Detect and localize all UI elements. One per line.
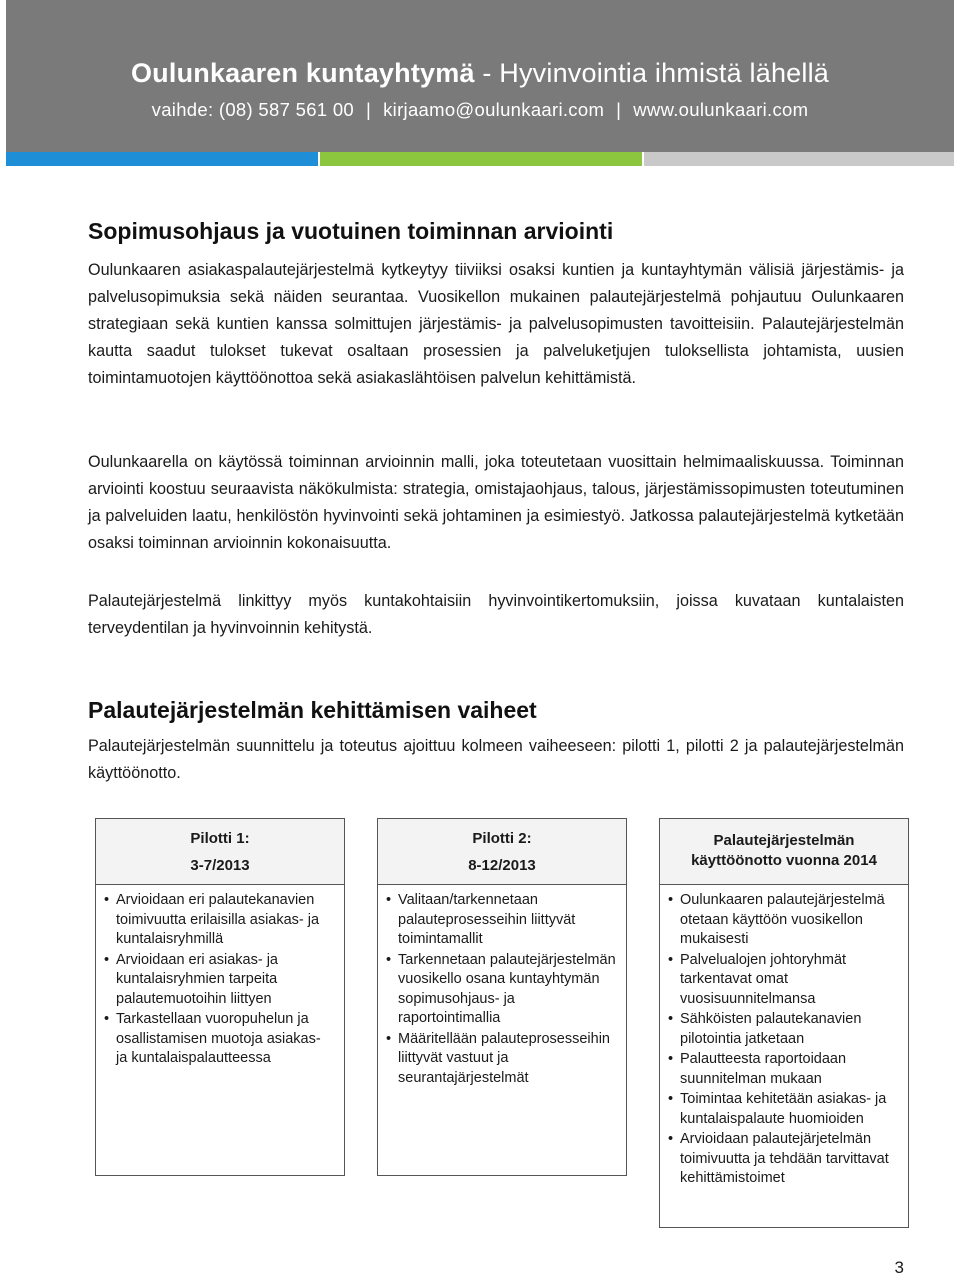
phase-list: [378, 885, 626, 1095]
list-item-text: Arvioidaan palautejärjetelmän toimivuutta ja tehdään tarvittavat kehittämistoimet: [680, 1131, 889, 1186]
body-paragraph: Oulunkaarella on käytössä toiminnan arvioinnin malli, joka toteutetaan vuosittain helmimaaliskuussa. Toiminnan arviointi koostuu seuraavista näkökulmista: strategia, omistajaohjaus, talous, järjestämissopimusten toteutuminen ja palveluiden laatu, henkilöstön hyvinvointi sekä johtaminen ja esimiestyö. Jatkossa palautejärjestelmä kytketään osaksi toiminnan arvioinnin kokonaisuutta.: [88, 453, 904, 552]
phase-title-line: Pilotti 1:: [190, 830, 250, 847]
list-item: • Toimintaa kehitetään asiakas- ja kuntalaispalaute huomioiden: [668, 1091, 887, 1127]
list-item: • Tarkennetaan palautejärjestelmän vuosikello osana kuntayhtymän sopimusohjaus- ja raportointimallia: [386, 951, 616, 1026]
section-heading: Palautejärjestelmän kehittämisen vaiheet: [88, 697, 537, 723]
section-heading: Sopimusohjaus ja vuotuinen toiminnan arviointi: [88, 218, 614, 244]
list-item-text: Tarkennetaan palautejärjestelmän vuosikello osana kuntayhtymän sopimusohjaus- ja raportointimallia: [398, 951, 616, 1026]
phase-box-pilot-2: [377, 818, 627, 1176]
phase-title-line: 3-7/2013: [190, 857, 250, 874]
list-item-text: Määritellään palauteprosesseihin liittyvät vastuut ja seurantajärjestelmät: [398, 1030, 610, 1086]
separator: |: [366, 99, 372, 120]
phase-title-line: käyttöönotto vuonna 2014: [691, 852, 877, 869]
list-item: • Arvioidaan palautejärjetelmän toimivuutta ja tehdään tarvittavat kehittämistoimet: [668, 1131, 889, 1186]
list-item-text: Sähköisten palautekanavien pilotointia jatketaan: [680, 1011, 862, 1047]
list-item: • Arvioidaan eri palautekanavien toimivuutta erilaisilla asiakas- ja kuntalaisryhmillä: [104, 892, 320, 947]
page-number: 3: [894, 1258, 904, 1277]
list-item: • Määritellään palauteprosesseihin liittyvät vastuut ja seurantajärjestelmät: [386, 1030, 610, 1086]
list-item: • Sähköisten palautekanavien pilotointia jatketaan: [668, 1011, 862, 1047]
list-item-text: Valitaan/tarkennetaan palauteprosesseihin liittyvät toimintamallit: [398, 892, 576, 947]
list-item: • Oulunkaaren palautejärjestelmä otetaan käyttöön vuosikellon mukaisesti: [668, 892, 885, 947]
phase-title: [378, 819, 626, 885]
list-item: • Valitaan/tarkennetaan palauteprosesseihin liittyvät toimintamallit: [386, 892, 576, 947]
phase-list: [96, 885, 344, 1076]
list-item: • Tarkastellaan vuoropuhelun ja osallistamisen muotoja asiakas- ja kuntalaispalautteessa: [104, 1011, 321, 1066]
phase-title-line: 8-12/2013: [468, 857, 536, 874]
stripe-green: [320, 152, 642, 166]
list-item-text: Tarkastellaan vuoropuhelun ja osallistamisen muotoja asiakas- ja kuntalaispalautteessa: [116, 1011, 321, 1066]
phase-title-line: Palautejärjestelmän: [713, 832, 855, 849]
body-paragraph: Palautejärjestelmän suunnittelu ja toteutus ajoittuu kolmeen vaiheeseen: pilotti 1, pilotti 2 ja palautejärjestelmän käyttöönotto.: [88, 737, 904, 782]
org-name: Oulunkaaren kuntayhtymä: [130, 58, 475, 88]
separator: |: [616, 99, 622, 120]
header-contact: [6, 99, 954, 121]
list-item-text: Arvioidaan eri asiakas- ja kuntalaisryhmien tarpeita palautemuotoihin liittyen: [116, 951, 278, 1007]
email-address: kirjaamo@oulunkaari.com: [383, 99, 605, 120]
body-paragraph: Oulunkaaren asiakaspalautejärjestelmä kytkeytyy tiiviiksi osaksi kuntien ja kuntayhtymän välisiä järjestämis- ja palvelusopimuksia sekä näiden seurantaa. Vuosikellon mukainen palautejärjestelmä pohjautuu Oulunkaaren strategiaan sekä kuntien kanssa solmittujen järjestämis- ja palvelusopimusten tavoitteisiin. Palautejärjestelmän kautta saadut tulokset tukevat osaltaan prosessien ja palveluketjujen tuloksellista johtamista, uusien toimintamuotojen käyttöönottoa sekä asiakaslähtöisen palvelun kehittämistä.: [88, 261, 904, 387]
phone-number: vaihde: (08) 587 561 00: [151, 99, 354, 120]
phase-list: [660, 885, 908, 1196]
phase-title: [96, 819, 344, 885]
page-header: [6, 0, 954, 152]
list-item-text: Palautteesta raportoidaan suunnitelman mukaan: [680, 1051, 847, 1087]
list-item: • Palautteesta raportoidaan suunnitelman mukaan: [668, 1051, 847, 1087]
org-tagline: - Hyvinvointia ihmistä lähellä: [474, 58, 830, 88]
header-title: [6, 58, 954, 89]
phase-box-pilot-1: [95, 818, 345, 1176]
phase-box-deployment: [659, 818, 909, 1228]
list-item-text: Palvelualojen johtoryhmät tarkentavat omat vuosisuunnitelmansa: [680, 951, 847, 1007]
phase-title: [660, 819, 908, 885]
list-item: • Arvioidaan eri asiakas- ja kuntalaisryhmien tarpeita palautemuotoihin liittyen: [104, 951, 278, 1007]
phase-title-line: Pilotti 2:: [472, 830, 532, 847]
website-link[interactable]: www.oulunkaari.com: [633, 99, 809, 120]
list-item: • Palvelualojen johtoryhmät tarkentavat omat vuosisuunnitelmansa: [668, 951, 847, 1007]
list-item-text: Arvioidaan eri palautekanavien toimivuutta erilaisilla asiakas- ja kuntalaisryhmillä: [116, 892, 320, 947]
stripe-blue: [6, 152, 318, 166]
list-item-text: Oulunkaaren palautejärjestelmä otetaan käyttöön vuosikellon mukaisesti: [680, 892, 885, 947]
stripe-grey: [644, 152, 954, 166]
body-paragraph: Palautejärjestelmä linkittyy myös kuntakohtaisiin hyvinvointikertomuksiin, joissa kuvataan kuntalaisten terveydentilan ja hyvinvoinnin kehitystä.: [88, 592, 904, 637]
list-item-text: Toimintaa kehitetään asiakas- ja kuntalaispalaute huomioiden: [680, 1091, 887, 1127]
